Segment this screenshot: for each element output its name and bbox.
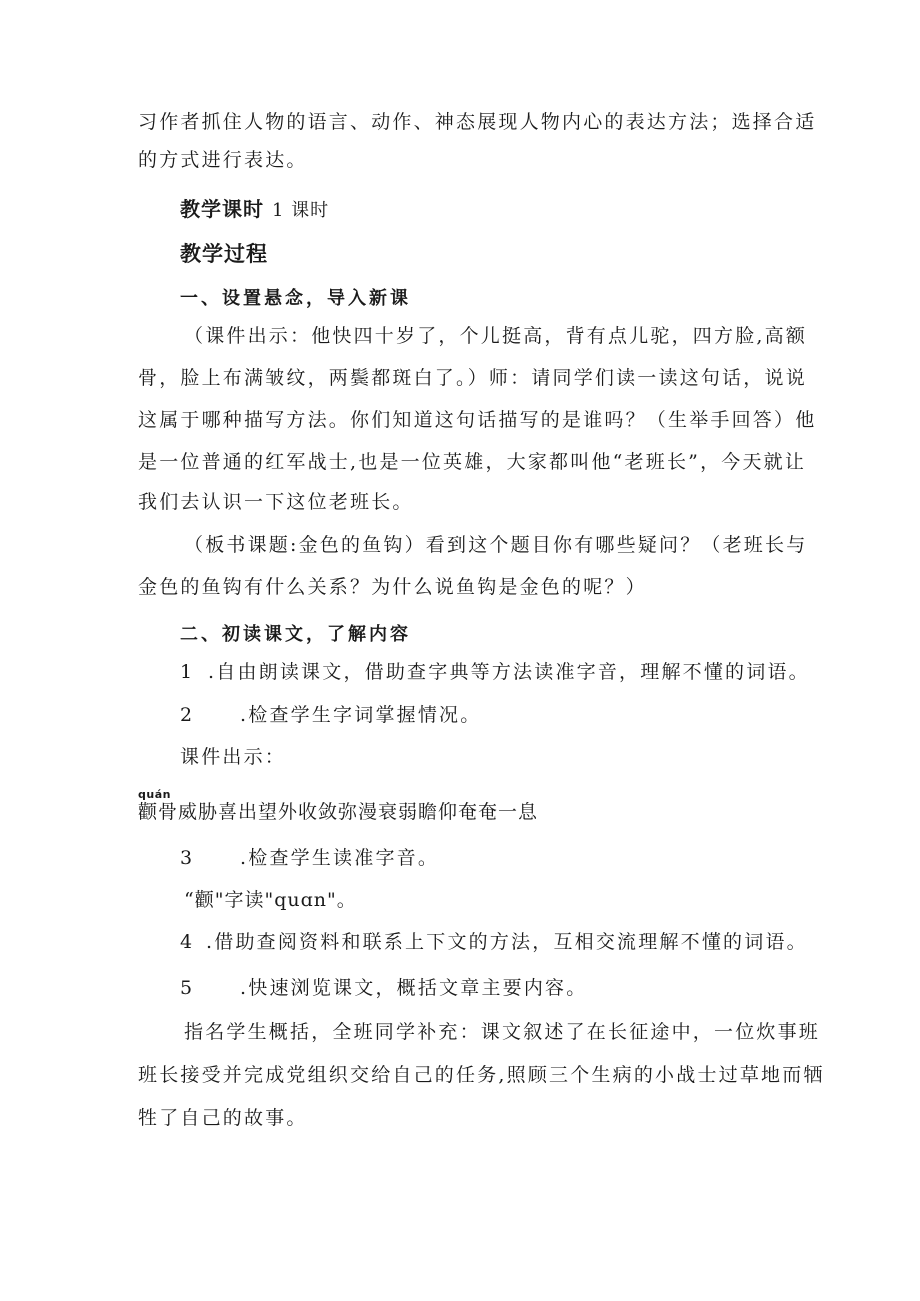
- item-5-text: .快速浏览课文，概括文章主要内容。: [240, 977, 588, 999]
- intro-line-2: 的方式进行表达。: [138, 149, 308, 171]
- intro-line-1: 习作者抓住人物的语言、动作、神态展现人物内心的表达方法；选择合适: [138, 111, 817, 133]
- section-1-para-1-line-1: （课件出示：他快四十岁了，个儿挺高，背有点儿驼，四方脸,高额: [184, 325, 808, 347]
- section-2-title: 二、初读课文，了解内容: [180, 624, 411, 645]
- section-1-para-1-line-2: 骨，脸上布满皱纹，两鬓都斑白了。）师：请同学们读一读这句话，说说: [138, 367, 807, 389]
- section-2-item-3: [180, 846, 439, 870]
- summary-line-2: 班长接受并完成党组织交给自己的任务,照顾三个生病的小战士过草地而牺: [138, 1064, 825, 1086]
- section-1-title: 一、设置悬念，导入新课: [180, 288, 411, 309]
- section-1-para-1-line-3: 这属于哪种描写方法。你们知道这句话描写的是谁吗？（生举手回答）他: [138, 409, 817, 431]
- item-1-number: 1: [180, 661, 195, 683]
- item-3-text: .检查学生读准字音。: [240, 847, 440, 869]
- vocabulary-words: 颧骨威胁喜出望外收敛弥漫衰弱瞻仰奄奄一息: [138, 801, 539, 823]
- section-1-para-2-line-2: 金色的鱼钩有什么关系？为什么说鱼钩是金色的呢？）: [138, 576, 647, 598]
- item-1-text: .自由朗读课文，借助查字典等方法读准字音，理解不懂的词语。: [208, 661, 810, 683]
- section-1-para-1-line-5: 我们去认识一下这位老班长。: [138, 491, 414, 513]
- teaching-hours-value: 1 课时: [271, 200, 330, 221]
- item-3-number: 3: [180, 847, 195, 869]
- section-1-para-2-line-1: （板书课题:金色的鱼钩）看到这个题目你有哪些疑问？（老班长与: [184, 534, 808, 556]
- teaching-hours-label: 教学课时: [180, 197, 264, 221]
- pinyin-annotation: quán: [138, 788, 171, 801]
- teaching-process-heading: 教学过程: [180, 242, 268, 266]
- teaching-hours-heading: [180, 193, 329, 222]
- section-1-para-1-line-4: 是一位普通的红军战士,也是一位英雄，大家都叫他“老班长”，今天就让: [138, 451, 807, 473]
- item-2-number: 2: [180, 704, 195, 726]
- item-4-text: .借助查阅资料和联系上下文的方法，互相交流理解不懂的词语。: [206, 931, 808, 953]
- summary-line-3: 牲了自己的故事。: [138, 1107, 308, 1129]
- pronunciation-note: “颧"字读"quɑn"。: [184, 889, 357, 911]
- courseware-label: 课件出示：: [180, 746, 287, 768]
- section-2-item-5: [180, 976, 587, 1000]
- section-2-item-1: [180, 660, 810, 684]
- section-2-item-2: [180, 703, 481, 727]
- section-2-item-4: [180, 930, 808, 954]
- item-4-number: 4: [180, 931, 195, 953]
- item-2-text: .检查学生字词掌握情况。: [240, 704, 482, 726]
- summary-line-1: 指名学生概括，全班同学补充：课文叙述了在长征途中，一位炊事班: [184, 1021, 821, 1043]
- item-5-number: 5: [180, 977, 195, 999]
